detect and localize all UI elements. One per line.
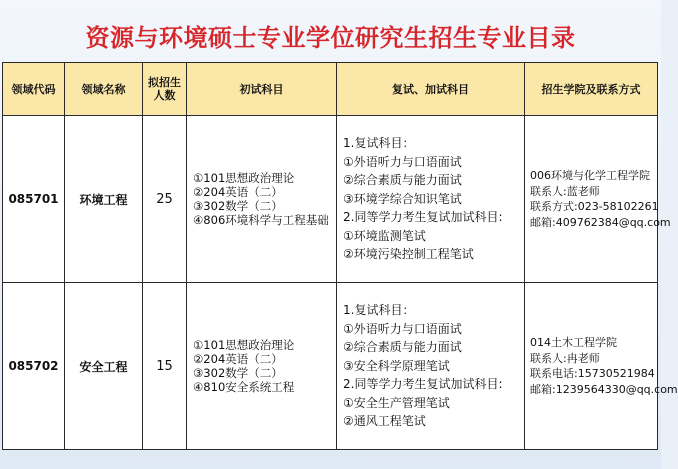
first-exam-item: ②204英语（二）	[193, 185, 283, 199]
retest-item: ①环境监测笔试	[343, 228, 426, 243]
header-quota-line1: 拟招生	[148, 76, 181, 89]
retest-item: ②环境污染控制工程笔试	[343, 247, 474, 262]
retest-subjects	[337, 283, 525, 450]
header-name: 领域名称	[65, 63, 143, 116]
field-name: 环境工程	[65, 116, 143, 283]
header-quota	[143, 63, 187, 116]
first-exam-item: ③302数学（二）	[193, 366, 283, 380]
table-row	[3, 283, 658, 450]
program-catalog-table	[2, 62, 678, 450]
college-contact	[525, 116, 671, 283]
first-exam-item: ③302数学（二）	[193, 199, 283, 213]
contact-person: 联系人:冉老师	[530, 351, 600, 365]
retest-item: 2.同等学力考生复试加试科目:	[343, 210, 503, 225]
retest-item: ②通风工程笔试	[343, 414, 426, 429]
header-contact: 招生学院及联系方式	[525, 63, 658, 116]
first-exam-item: ②204英语（二）	[193, 352, 283, 366]
first-exam-item: ①101思想政治理论	[193, 338, 295, 352]
quota-count: 25	[143, 116, 187, 283]
contact-person: 联系人:蓝老师	[530, 184, 600, 198]
contact-email: 邮箱:1239564330@qq.com	[530, 382, 678, 396]
table-row	[3, 116, 658, 283]
header-first-exam: 初试科目	[187, 63, 337, 116]
retest-item: ③安全科学原理笔试	[343, 358, 450, 373]
header-retest: 复试、加试科目	[337, 63, 525, 116]
retest-item: ②综合素质与能力面试	[343, 340, 462, 355]
retest-item: 2.同等学力考生复试加试科目:	[343, 377, 503, 392]
field-code: 085702	[3, 283, 65, 450]
page-title: 资源与环境硕士专业学位研究生招生专业目录	[85, 24, 576, 52]
retest-item: ①外语听力与口语面试	[343, 154, 462, 169]
contact-college: 006环境与化学工程学院	[530, 169, 650, 182]
college-contact	[525, 283, 678, 450]
field-name: 安全工程	[65, 283, 143, 450]
table-header-row	[3, 63, 658, 116]
retest-item: 1.复试科目：	[343, 136, 415, 151]
retest-subjects	[337, 116, 525, 283]
quota-count: 15	[143, 283, 187, 450]
header-code: 领域代码	[3, 63, 65, 116]
first-exam-subjects	[187, 283, 337, 450]
retest-item: 1.复试科目：	[343, 303, 415, 318]
field-code: 085701	[3, 116, 65, 283]
contact-college: 014土木工程学院	[530, 336, 617, 349]
contact-email: 邮箱:409762384@qq.com	[530, 215, 671, 229]
retest-item: ③环境学综合知识笔试	[343, 191, 462, 206]
contact-phone: 联系电话:15730521984	[530, 367, 655, 380]
header-quota-line2: 人数	[153, 89, 176, 102]
retest-item: ①外语听力与口语面试	[343, 321, 462, 336]
contact-phone: 联系方式:023-58102261	[530, 200, 659, 213]
first-exam-item: ④810安全系统工程	[193, 380, 295, 394]
first-exam-item: ④806环境科学与工程基础	[193, 213, 329, 227]
retest-item: ①安全生产管理笔试	[343, 395, 450, 410]
first-exam-item: ①101思想政治理论	[193, 171, 295, 185]
first-exam-subjects	[187, 116, 337, 283]
retest-item: ②综合素质与能力面试	[343, 173, 462, 188]
